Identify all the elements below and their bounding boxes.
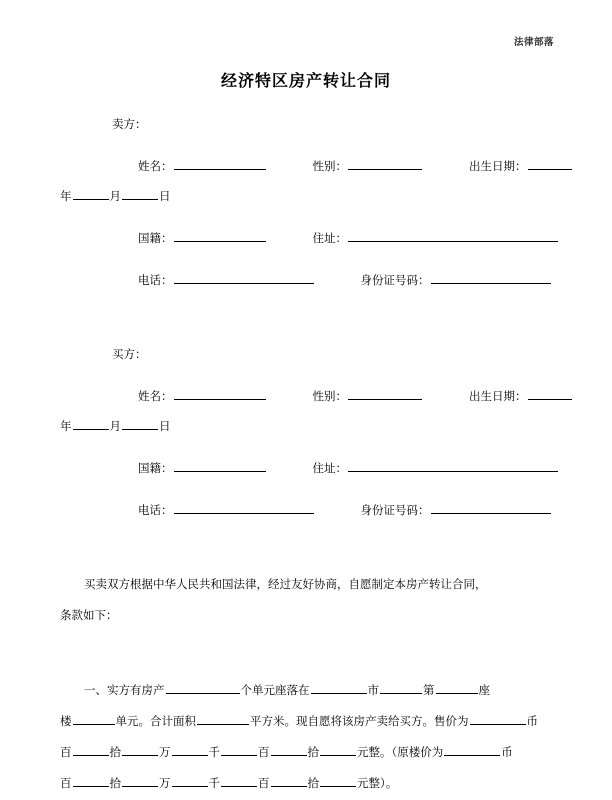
- clause1-price-hundred2-input[interactable]: [271, 743, 307, 756]
- buyer-row-birthdate: [60, 412, 552, 442]
- seller-heading: [60, 110, 552, 140]
- clause1-price-ten2-input[interactable]: [320, 743, 356, 756]
- seller-nationality-label: 国籍：: [138, 233, 173, 245]
- seller-row-name: [60, 152, 552, 182]
- clause1-orig-ten-input[interactable]: [122, 774, 158, 787]
- seller-address-label: 住址：: [312, 233, 347, 245]
- watermark-text: 法律部落: [513, 37, 554, 48]
- seller-birth-label: 出生日期：: [469, 161, 527, 173]
- seller-gender-label: 性别：: [312, 161, 347, 173]
- clause1-currency-input[interactable]: [470, 712, 526, 725]
- buyer-row-contact: [60, 496, 552, 526]
- clause1-seg18: 百: [60, 778, 72, 790]
- clause1-block-input[interactable]: [436, 681, 478, 694]
- clause1-seg6: 楼: [60, 716, 72, 728]
- buyer-heading-label: 买方：: [112, 349, 147, 361]
- clause1-orig-hundred2-input[interactable]: [271, 774, 307, 787]
- clause1-seg4: 第: [423, 685, 435, 697]
- seller-row-contact: [60, 266, 552, 296]
- seller-name-label: 姓名：: [138, 161, 173, 173]
- seller-name-input[interactable]: [174, 157, 266, 170]
- buyer-gender-label: 性别：: [312, 391, 347, 403]
- clause1-seg11: 拾: [109, 747, 121, 759]
- clause1-orig-wan-input[interactable]: [172, 774, 208, 787]
- buyer-phone-label: 电话：: [138, 505, 173, 517]
- clause-1-line-4: [60, 769, 552, 800]
- clause1-price-hundred-input[interactable]: [73, 743, 109, 756]
- clause1-seg9: 币: [526, 716, 538, 728]
- clause1-seg16: 元整。（原楼价为: [357, 747, 444, 759]
- buyer-nationality-label: 国籍：: [138, 463, 173, 475]
- clause1-seg17: 币: [501, 747, 513, 759]
- buyer-name-label: 姓名：: [138, 391, 173, 403]
- clause1-seg5: 座: [478, 685, 490, 697]
- clause1-seg7: 单元。合计面积: [115, 716, 196, 728]
- clause1-seg19: 拾: [109, 778, 121, 790]
- clause1-orig-currency-input[interactable]: [444, 743, 500, 756]
- seller-birth-day-input[interactable]: [122, 187, 158, 200]
- clause1-seg22: 百: [258, 778, 270, 790]
- clause1-seg13: 千: [208, 747, 220, 759]
- seller-day-label: 日: [159, 191, 171, 203]
- clause1-price-thousand-input[interactable]: [221, 743, 257, 756]
- seller-birth-month-input[interactable]: [73, 187, 109, 200]
- clause1-orig-ten2-input[interactable]: [320, 774, 356, 787]
- buyer-year-label: 年: [60, 421, 72, 433]
- seller-id-label: 身份证号码：: [360, 275, 430, 287]
- clause1-district-input[interactable]: [380, 681, 422, 694]
- seller-id-input[interactable]: [431, 271, 551, 284]
- clause1-seg14: 百: [258, 747, 270, 759]
- buyer-birth-year-input[interactable]: [528, 387, 572, 400]
- seller-address-input[interactable]: [348, 229, 558, 242]
- buyer-address-label: 住址：: [312, 463, 347, 475]
- clause1-seg20: 万: [159, 778, 171, 790]
- seller-row-birthdate: [60, 182, 552, 212]
- clause1-seg2: 个单元座落在: [240, 685, 310, 697]
- seller-month-label: 月: [109, 191, 121, 203]
- document-body: [60, 110, 552, 800]
- clause1-seg12: 万: [159, 747, 171, 759]
- buyer-birth-day-input[interactable]: [122, 417, 158, 430]
- clause1-seg23: 拾: [307, 778, 319, 790]
- buyer-gender-input[interactable]: [348, 387, 422, 400]
- clause1-seg24: 元整）。: [357, 778, 398, 790]
- buyer-birth-month-input[interactable]: [73, 417, 109, 430]
- seller-heading-label: 卖方：: [112, 119, 147, 131]
- buyer-heading: [60, 340, 552, 370]
- clause1-seg1: 一、实方有房产: [84, 685, 165, 697]
- clause1-area-input[interactable]: [197, 712, 249, 725]
- seller-phone-label: 电话：: [138, 275, 173, 287]
- seller-birth-year-input[interactable]: [528, 157, 572, 170]
- clause1-seg8: 平方米。现自愿将该房产卖给买方。售价为: [250, 716, 469, 728]
- clause-1-line-2: [60, 707, 552, 738]
- buyer-phone-input[interactable]: [174, 501, 314, 514]
- buyer-day-label: 日: [159, 421, 171, 433]
- buyer-row-name: [60, 382, 552, 412]
- buyer-month-label: 月: [109, 421, 121, 433]
- buyer-address-input[interactable]: [348, 459, 558, 472]
- clause1-price-ten-input[interactable]: [122, 743, 158, 756]
- clause-1-line-3: [60, 738, 552, 769]
- buyer-row-nationality: [60, 454, 552, 484]
- seller-phone-input[interactable]: [174, 271, 314, 284]
- seller-nationality-input[interactable]: [174, 229, 266, 242]
- clause1-seg15: 拾: [307, 747, 319, 759]
- preamble-line-2: 条款如下：: [60, 610, 118, 622]
- clause1-seg10: 百: [60, 747, 72, 759]
- buyer-birth-label: 出生日期：: [469, 391, 527, 403]
- page-title: 经济特区房产转让合同: [220, 73, 391, 90]
- clause-1-line-1: [60, 676, 552, 707]
- clause1-unit-count-input[interactable]: [166, 681, 240, 694]
- seller-year-label: 年: [60, 191, 72, 203]
- clause1-price-wan-input[interactable]: [172, 743, 208, 756]
- clause1-seg21: 千: [208, 778, 220, 790]
- clause1-city-input[interactable]: [311, 681, 367, 694]
- seller-row-nationality: [60, 224, 552, 254]
- buyer-name-input[interactable]: [174, 387, 266, 400]
- clause1-orig-thousand-input[interactable]: [221, 774, 257, 787]
- clause1-seg3: 市: [367, 685, 379, 697]
- clause1-orig-hundred-input[interactable]: [73, 774, 109, 787]
- buyer-id-label: 身份证号码：: [360, 505, 430, 517]
- seller-gender-input[interactable]: [348, 157, 422, 170]
- clause1-floor-input[interactable]: [73, 712, 115, 725]
- buyer-id-input[interactable]: [431, 501, 551, 514]
- preamble-line-1: 买卖双方根据中华人民共和国法律，经过友好协商，自愿制定本房产转让合同，: [84, 579, 487, 591]
- buyer-nationality-input[interactable]: [174, 459, 266, 472]
